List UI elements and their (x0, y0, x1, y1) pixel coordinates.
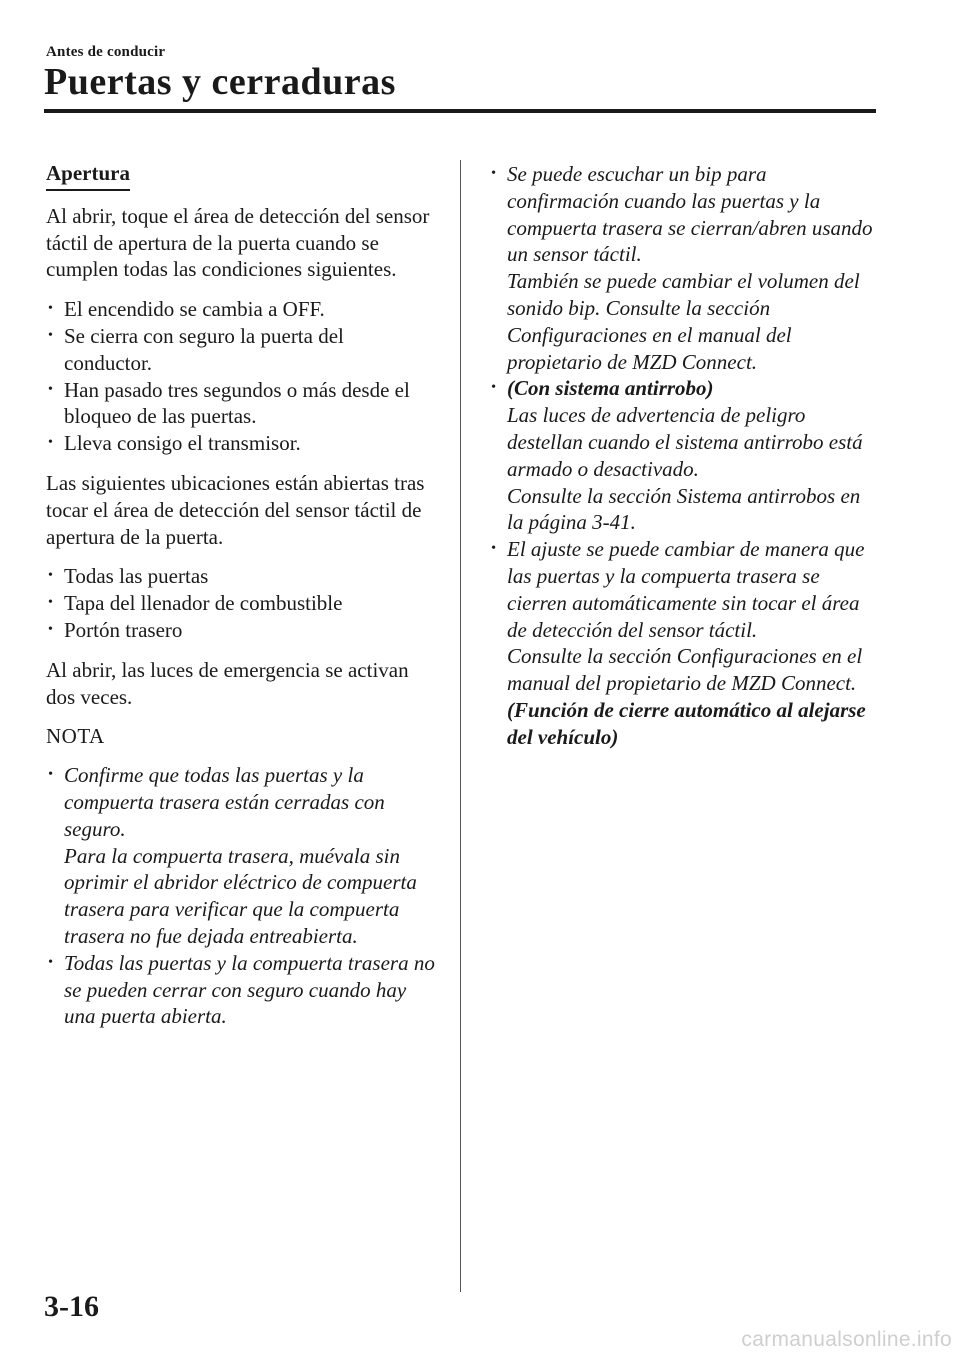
list-item: • Portón trasero (48, 617, 183, 642)
subheading-apertura: Apertura (46, 160, 130, 191)
bullet-icon: • (48, 327, 53, 343)
bullet-icon: • (48, 568, 53, 584)
column-divider (460, 160, 461, 1292)
list-item: • Tapa del llenador de combustible (48, 591, 343, 616)
bullet-icon: • (48, 954, 53, 970)
bullet-icon: • (491, 166, 496, 181)
hazard-lights-paragraph: Al abrir, las luces de emergencia se activan dos veces. (46, 657, 409, 709)
bullet-icon: • (48, 435, 53, 451)
open-locations-list (46, 563, 436, 643)
section-label: Antes de conducir (46, 44, 166, 60)
bullet-icon: • (48, 301, 53, 317)
conditions-list (46, 296, 436, 457)
bullet-icon: • (48, 381, 53, 397)
list-item: • El ajuste se puede cambiar de manera que las puertas y la compuerta trasera se cierren automáticamente sin tocar el área de detección del sensor táctil. Consulte la sección Configuraciones en el manual del propietario de MZD Connect. (Función de cierre automático al alejarse del vehículo) (491, 537, 866, 749)
left-column (46, 160, 436, 1043)
page-title: Puertas y cerraduras (44, 61, 396, 103)
page-number: 3-16 (44, 1290, 99, 1323)
bullet-icon: • (48, 621, 53, 637)
nota-list (46, 762, 436, 1030)
list-item: • (Con sistema antirrobo) Las luces de advertencia de peligro destellan cuando el sistema antirrobo está armado o desactivado. Consulte la sección Sistema antirrobos en la página 3-41. (491, 376, 863, 535)
bullet-icon: • (491, 541, 496, 557)
nota-label: NOTA (46, 724, 105, 749)
list-item: • El encendido se cambia a OFF. (48, 297, 325, 322)
list-item: • Han pasado tres segundos o más desde el bloqueo de las puertas. (48, 377, 410, 429)
bullet-icon: • (491, 380, 496, 396)
right-column (489, 161, 879, 764)
list-item: • Lleva consigo el transmisor. (48, 431, 301, 456)
list-item: • Confirme que todas las puertas y la compuerta trasera están cerradas con seguro. Para la compuerta trasera, muévala sin oprimir el abridor eléctrico de compuerta trasera para verificar que la compuerta trasera no fue dejada entreabierta. (48, 763, 417, 948)
open-locations-intro: Las siguientes ubicaciones están abiertas tras tocar el área de detección del sensor táctil de apertura de la puerta. (46, 470, 425, 549)
header-divider (44, 109, 876, 113)
bullet-icon: • (48, 767, 53, 783)
nota-list-continued (489, 161, 879, 751)
list-item: • Se puede escuchar un bip para confirmación cuando las puertas y la compuerta trasera se cierran/abren usando un sensor táctil. También se puede cambiar el volumen del sonido bip. Consulte la sección Configuraciones en el manual del propietario de MZD Connect. (491, 162, 873, 374)
watermark: carmanualsonline.info (741, 1328, 952, 1351)
list-item: • Se cierra con seguro la puerta del conductor. (48, 323, 344, 375)
list-item: • Todas las puertas (48, 564, 209, 589)
bullet-icon: • (48, 595, 53, 611)
intro-paragraph: Al abrir, toque el área de detección del sensor táctil de apertura de la puerta cuando se cumplen todas las condiciones siguientes. (46, 203, 430, 282)
list-item: • Todas las puertas y la compuerta trasera no se pueden cerrar con seguro cuando hay una puerta abierta. (48, 950, 435, 1029)
